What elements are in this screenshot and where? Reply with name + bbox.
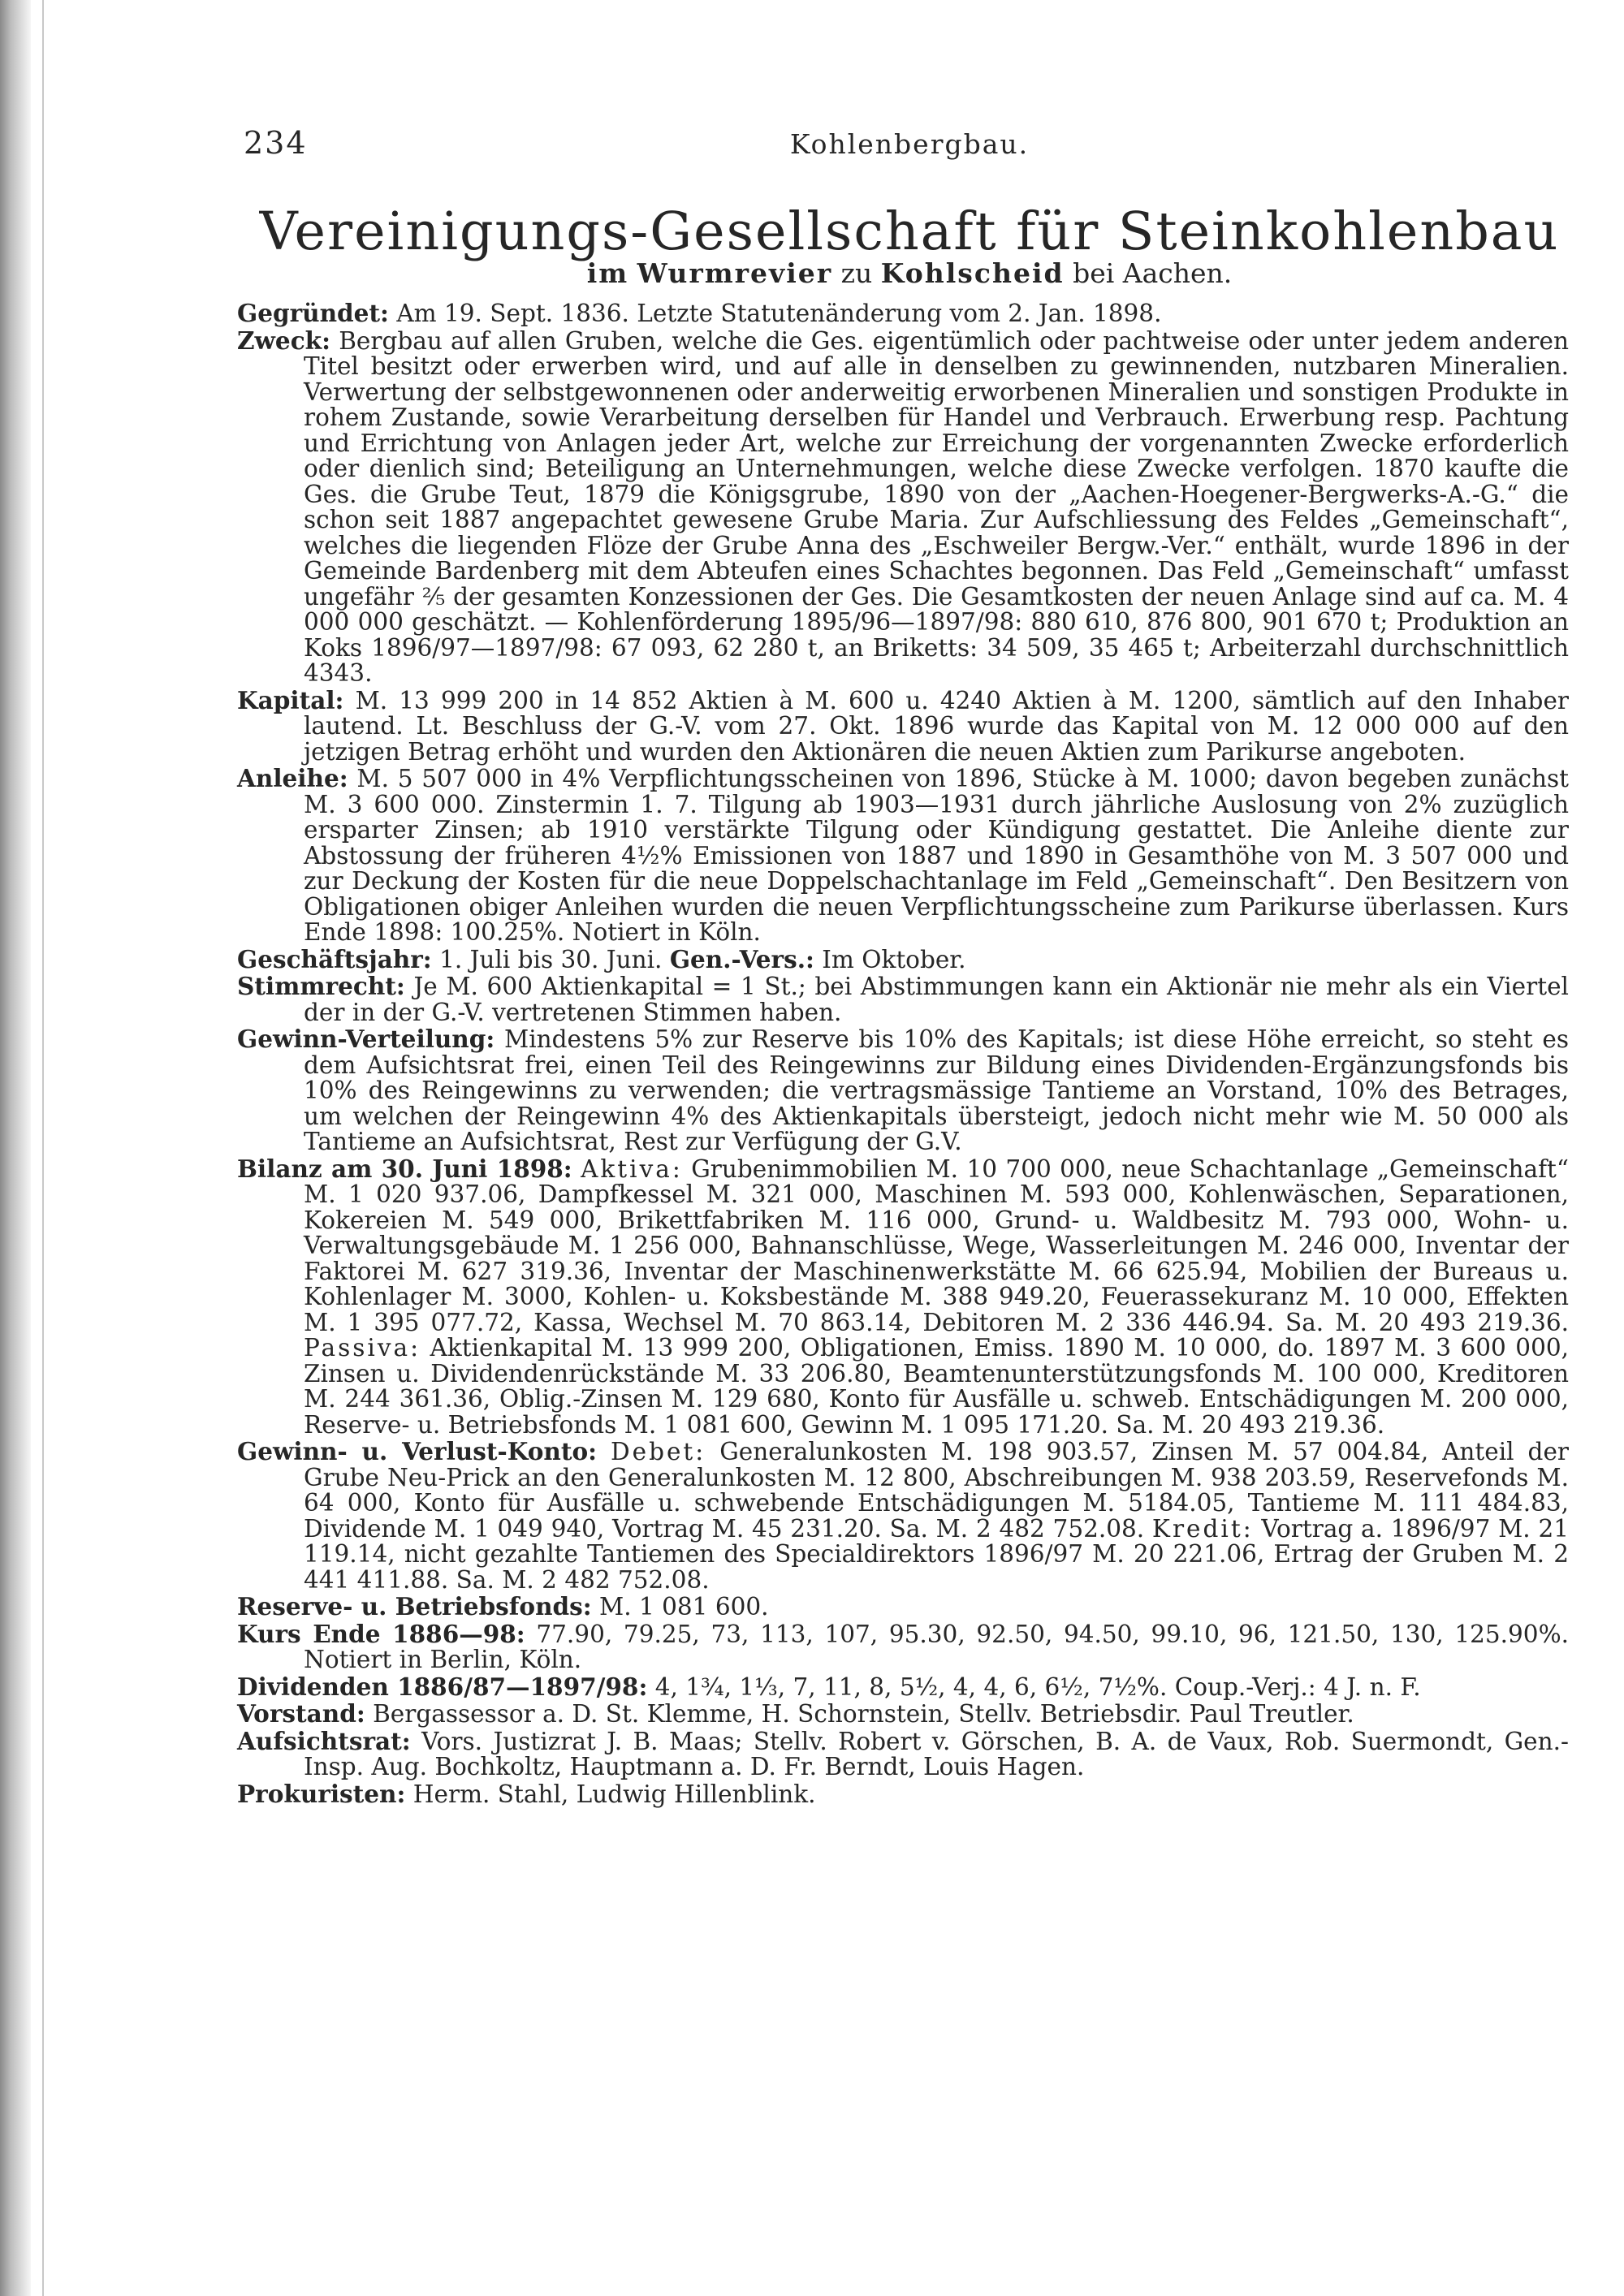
subtitle-part5: bei Aachen. — [1073, 257, 1233, 289]
passiva-text: Aktienkapital M. 13 999 200, Obligationen, Emiss. 1890 M. 10 000, do. 1897 M. 3 600 000, Zinsen u. Dividendenrückstände M. 33 206.80, Beamtenunterstützungsfonds M. 100 000, Kreditoren M. 244 361.36, Oblig.-Zinsen M. 129 680, Konto für Ausfälle u. schweb. Entschädigungen M. 200 000, Reserve- u. Betriebsfonds M. 1 081 600, Gewinn M. 1 095 171.20. Sa. M. 20 493 219.36. — [304, 1334, 1569, 1439]
section-label: Aufsichtsrat: — [237, 1726, 411, 1755]
section-text: 77.90, 79.25, 73, 113, 107, 95.30, 92.50, 94.50, 99.10, 96, 121.50, 130, 125.90%. Notiert in Berlin, Köln. — [304, 1620, 1569, 1673]
section-gewinn-verteilung — [237, 1026, 1569, 1155]
passiva-label: Passiva: — [304, 1334, 421, 1362]
section-text-gen-vers: Im Oktober. — [822, 945, 966, 973]
section-text: 1. Juli bis 30. Juni. — [439, 945, 663, 973]
section-label-gen-vers: Gen.-Vers.: — [669, 944, 814, 973]
section-zweck — [237, 328, 1569, 687]
section-aufsichtsrat — [237, 1728, 1569, 1780]
section-label: Anleihe: — [237, 764, 348, 792]
section-geschaeftsjahr — [237, 944, 1569, 973]
subtitle-part3: zu — [840, 257, 873, 289]
subtitle-part2: Wurmrevier — [637, 257, 833, 289]
scan-binding-shadow — [0, 0, 31, 2296]
company-subtitle — [244, 257, 1575, 289]
entry-body — [237, 300, 1569, 1808]
page-number: 234 — [244, 125, 308, 161]
section-text: Vors. Justizrat J. B. Maas; Stellv. Robert v. Görschen, B. A. de Vaux, Rob. Suermondt, Gen.-Insp. Aug. Bochkoltz, Hauptmann a. D. Fr. Berndt, Louis Hagen. — [304, 1727, 1569, 1780]
section-text: Am 19. Sept. 1836. Letzte Statutenänderung vom 2. Jan. 1898. — [396, 300, 1162, 327]
section-label: Kurs Ende 1886—98: — [237, 1619, 525, 1648]
section-label: Zweck: — [237, 326, 330, 355]
subtitle-part4: Kohlscheid — [880, 257, 1065, 289]
section-text: Bergbau auf allen Gruben, welche die Ges. eigentümlich oder pachtweise oder unter jedem anderen Titel besitzt oder erwerben wird, und auf alle in denselben zu gewinnenden, nutzbaren Mineralien. Verwertung der selbstgewonnenen oder anderweitig erworbenen Mineralien und sonstigen Produkte in rohem Zustande, sowie Verarbeitung derselben für Handel und Verbrauch. Erwerbung resp. Pachtung und Errichtung von Anlagen jeder Art, welche zur Erreichung der vorgenannten Zwecke erforderlich oder dienlich sind; Beteiligung an Unternehmungen, welche diese Zwecke verfolgen. 1870 kaufte die Ges. die Grube Teut, 1879 die Königsgrube, 1890 von der „Aachen-Hoegener-Bergwerks-A.-G.“ die schon seit 1887 angepachtet gewesene Grube Maria. Zur Aufschliessung des Feldes „Gemeinschaft“, welches die liegenden Flöze der Grube Anna des „Eschweiler Bergw.-Ver.“ enthält, wurde 1896 in der Gemeinde Bardenberg mit dem Abteufen eines Schachtes begonnen. Das Feld „Gemeinschaft“ umfasst ungefähr ²⁄₅ der gesamten Konzessionen der Ges. Die Gesamtkosten der neuen Anlage sind auf ca. M. 4 000 000 geschätzt. — Kohlenförderung 1895/96—1897/98: 880 610, 876 800, 901 670 t; Produktion an Koks 1896/97—1897/98: 67 093, 62 280 t, an Briketts: 34 509, 35 465 t; Arbeiterzahl durchschnittlich 4343. — [304, 326, 1569, 687]
debet-text: Generalunkosten M. 198 903.57, Zinsen M. 57 004.84, Anteil der Grube Neu-Prick an den Generalunkosten M. 12 800, Abschreibungen M. 938 203.59, Reservefonds M. 64 000, Konto für Ausfälle u. schwebende Entschädigungen M. 5184.05, Tantieme M. 111 484.83, Dividende M. 1 049 940, Vortrag M. 45 231.20. Sa. M. 2 482 752.08. — [304, 1438, 1569, 1543]
section-label: Prokuristen: — [237, 1779, 406, 1808]
section-gegruendet — [237, 300, 1569, 327]
section-label: Gewinn- u. Verlust-Konto: — [237, 1437, 598, 1465]
kredit-text: Vortrag a. 1896/97 M. 21 119.14, nicht gezahlte Tantiemen des Specialdirektors 1896/97 M. 20 221.06, Ertrag der Gruben M. 2 441 411.88. Sa. M. 2 482 752.08. — [304, 1514, 1569, 1594]
company-title: Vereinigungs-Gesellschaft für Steinkohlenbau — [259, 201, 1560, 262]
aktiva-text: Grubenimmobilien M. 10 700 000, neue Schachtanlage „Gemeinschaft“ M. 1 020 937.06, Dampfkessel M. 321 000, Maschinen M. 593 000, Kohlenwäschen, Separationen, Kokereien M. 549 000, Brikettfabriken M. 116 000, Grund- u. Waldbesitz M. 793 000, Wohn- u. Verwaltungsgebäude M. 1 256 000, Bahnanschlüsse, Wege, Wasserleitungen M. 246 000, Inventar der Faktorei M. 627 319.36, Inventar der Maschinenwerkstätte M. 66 625.94, Mobilien der Bureaus u. Kohlenlager M. 3000, Kohlen- u. Koksbestände M. 388 949.20, Feuerassekuranz M. 10 000, Effekten M. 1 395 077.72, Kassa, Wechsel M. 70 863.14, Debitoren M. 2 336 446.94. Sa. M. 20 493 219.36. — [304, 1154, 1569, 1336]
section-vorstand — [237, 1701, 1569, 1728]
debet-label: Debet: — [610, 1438, 706, 1465]
section-label: Stimmrecht: — [237, 972, 405, 1000]
section-label: Vorstand: — [237, 1699, 365, 1728]
section-text: Mindestens 5% zur Reserve bis 10% des Kapitals; ist diese Höhe erreicht, so steht es dem Aufsichtsrat frei, einen Teil des Reingewinns zur Bildung eines Dividenden-Ergänzungsfonds bis 10% des Reingewinns zu verwenden; die vertragsmässige Tantieme an Vorstand, 10% des Betrages, um welchen der Reingewinn 4% des Aktienkapitals übersteigt, jedoch nicht mehr wie M. 50 000 als Tantieme an Aufsichtsrat, Rest zur Verfügung der G.V. — [304, 1025, 1569, 1155]
section-label: Gegründet: — [237, 299, 389, 327]
section-prokuristen — [237, 1781, 1569, 1808]
section-kapital — [237, 685, 1569, 766]
page-header — [244, 125, 1575, 166]
section-label: Gewinn-Verteilung: — [237, 1025, 495, 1053]
section-text: 4, 1³⁄₄, 1¹⁄₃, 7, 11, 8, 5¹⁄₂, 4, 4, 6, 6¹⁄₂, 7¹⁄₂%. Coup.-Verj.: 4 J. n. F. — [654, 1672, 1421, 1701]
section-kurs — [237, 1621, 1569, 1673]
running-title: Kohlenbergbau. — [789, 128, 1030, 160]
kredit-label: Kredit: — [1151, 1514, 1254, 1543]
section-text: M. 5 507 000 in 4% Verpflichtungsscheinen von 1896, Stücke à M. 1000; davon begeben zunächst M. 3 600 000. Zinstermin 1. 7. Tilgung ab 1903—1931 durch jährliche Auslosung von 2% zuzüglich ersparter Zinsen; ab 1910 verstärkte Tilgung oder Kündigung gestattet. Die Anleihe diente zur Abstossung der früheren 4½% Emissionen von 1887 und 1890 in Gesamthöhe von M. 3 507 000 und zur Deckung der Kosten für die neue Doppelschachtanlage im Feld „Gemeinschaft“. Den Besitzern von Obligationen obiger Anleihen wurden die neuen Verpflichtungsscheine zum Parikurse überlassen. Kurs Ende 1898: 100.25%. Notiert in Köln. — [304, 765, 1569, 946]
subtitle-part1: im — [586, 257, 629, 289]
section-text: Je M. 600 Aktienkapital = 1 St.; bei Abstimmungen kann ein Aktionär nie mehr als ein Viertel der in der G.-V. vertretenen Stimmen haben. — [304, 973, 1569, 1026]
section-label: Bilanz am 30. Juni 1898: — [237, 1154, 572, 1183]
section-stimmrecht — [237, 973, 1569, 1025]
section-text: Bergassessor a. D. St. Klemme, H. Schornstein, Stellv. Betriebsdir. Paul Treutler. — [373, 1700, 1354, 1728]
section-reserve — [237, 1594, 1569, 1621]
section-text: M. 1 081 600. — [599, 1593, 769, 1621]
section-gewinn-verlust — [237, 1439, 1569, 1593]
section-label: Reserve- u. Betriebsfonds: — [237, 1592, 592, 1621]
section-text: Herm. Stahl, Ludwig Hillenblink. — [412, 1780, 816, 1808]
scan-binding-edge — [42, 0, 44, 2296]
aktiva-label: Aktiva: — [581, 1154, 683, 1183]
section-label: Geschäftsjahr: — [237, 944, 432, 973]
section-label: Dividenden 1886/87—1897/98: — [237, 1672, 648, 1701]
section-text: M. 13 999 200 in 14 852 Aktien à M. 600 u. 4240 Aktien à M. 1200, sämtlich auf den Inhaber lautend. Lt. Beschluss der G.-V. vom 27. Okt. 1896 wurde das Kapital von M. 12 000 000 auf den jetzigen Betrag erhöht und wurden den Aktionären die neuen Aktien zum Parikurse angeboten. — [304, 686, 1569, 766]
section-anleihe — [237, 766, 1569, 946]
section-bilanz — [237, 1156, 1569, 1439]
section-dividenden — [237, 1674, 1569, 1701]
section-label: Kapital: — [237, 685, 344, 714]
